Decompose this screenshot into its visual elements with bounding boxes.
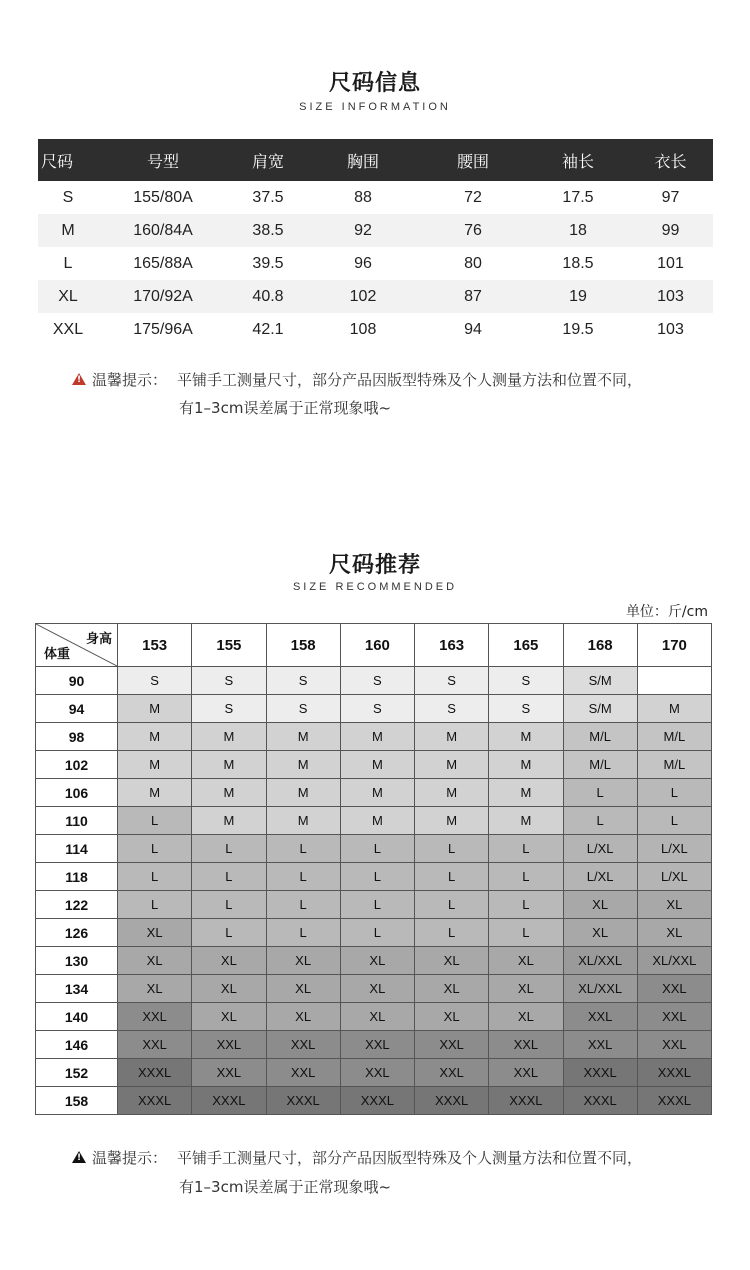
table-cell: 19 <box>528 280 628 313</box>
size-cell: M <box>415 723 489 751</box>
size-cell: M <box>118 779 192 807</box>
size-cell: XL <box>340 975 414 1003</box>
size-cell: XL <box>266 975 340 1003</box>
notice-2-line2: 有1–3cm误差属于正常现象哦~ <box>179 1178 392 1196</box>
unit-label: 单位：斤/cm <box>625 604 708 620</box>
size-cell: XXXL <box>118 1059 192 1087</box>
size-info-header-row <box>38 139 713 181</box>
size-info-subtitle: SIZE INFORMATION <box>299 101 451 113</box>
header-cell: 袖长 <box>528 139 628 181</box>
weight-cell: 110 <box>36 807 118 835</box>
warning-icon: ! <box>72 1151 86 1163</box>
size-cell: XL <box>266 947 340 975</box>
table-cell: 94 <box>418 313 528 346</box>
table-row <box>36 779 712 807</box>
size-cell: L <box>266 863 340 891</box>
size-cell: M <box>489 723 563 751</box>
size-cell: XXL <box>415 1059 489 1087</box>
weight-cell: 122 <box>36 891 118 919</box>
size-cell: XL <box>637 919 711 947</box>
header-cell: 胸围 <box>308 139 418 181</box>
size-cell: XXL <box>118 1031 192 1059</box>
table-row <box>36 723 712 751</box>
notice-2-label: 温馨提示： <box>92 1149 168 1167</box>
size-cell: M <box>489 751 563 779</box>
size-cell: M <box>340 779 414 807</box>
size-cell: XXL <box>489 1031 563 1059</box>
size-cell: L <box>340 863 414 891</box>
size-cell: L <box>266 835 340 863</box>
table-cell: 155/80A <box>98 181 228 214</box>
table-row <box>38 247 713 280</box>
size-cell: XXL <box>266 1031 340 1059</box>
table-cell: 42.1 <box>228 313 308 346</box>
height-header-cell: 170 <box>637 624 711 667</box>
table-cell: 170/92A <box>98 280 228 313</box>
height-header-cell: 163 <box>415 624 489 667</box>
size-cell: M/L <box>563 751 637 779</box>
header-cell: 衣长 <box>628 139 713 181</box>
header-cell: 号型 <box>98 139 228 181</box>
size-cell: L <box>192 863 266 891</box>
size-cell: M <box>266 723 340 751</box>
size-rec-subtitle: SIZE RECOMMENDED <box>292 581 458 593</box>
table-cell: 19.5 <box>528 313 628 346</box>
size-cell: XXL <box>192 1031 266 1059</box>
size-cell: XXXL <box>563 1059 637 1087</box>
table-row <box>36 1087 712 1115</box>
weight-cell: 106 <box>36 779 118 807</box>
size-info-title: 尺码信息 <box>328 71 421 96</box>
table-row <box>36 919 712 947</box>
size-cell: L <box>266 891 340 919</box>
size-cell: XL/XXL <box>563 947 637 975</box>
size-cell: M <box>489 779 563 807</box>
size-cell: XL <box>563 919 637 947</box>
size-cell: L/XL <box>637 835 711 863</box>
table-row <box>36 975 712 1003</box>
table-row <box>36 695 712 723</box>
table-cell: 18 <box>528 214 628 247</box>
weight-cell: 90 <box>36 667 118 695</box>
size-cell: XL <box>118 919 192 947</box>
size-cell: L <box>563 807 637 835</box>
size-cell: M <box>266 807 340 835</box>
size-cell: XXXL <box>340 1087 414 1115</box>
weight-cell: 126 <box>36 919 118 947</box>
table-row <box>36 667 712 695</box>
size-cell: M <box>192 807 266 835</box>
size-cell: M <box>118 751 192 779</box>
size-cell <box>637 667 711 695</box>
size-rec-table <box>35 623 712 1115</box>
weight-cell: 146 <box>36 1031 118 1059</box>
size-cell: S <box>415 695 489 723</box>
size-cell: L <box>489 919 563 947</box>
size-cell: L/XL <box>563 863 637 891</box>
weight-cell: 98 <box>36 723 118 751</box>
size-cell: XXL <box>637 1031 711 1059</box>
weight-cell: 134 <box>36 975 118 1003</box>
size-cell: XXXL <box>489 1087 563 1115</box>
size-cell: M <box>192 723 266 751</box>
table-cell: 103 <box>628 280 713 313</box>
height-header-cell: 168 <box>563 624 637 667</box>
size-cell: L <box>118 863 192 891</box>
size-cell: M <box>637 695 711 723</box>
size-cell: XXL <box>340 1059 414 1087</box>
table-row <box>38 214 713 247</box>
notice-2-line1: 平铺手工测量尺寸，部分产品因版型特殊及个人测量方法和位置不同， <box>177 1149 643 1167</box>
table-cell: 96 <box>308 247 418 280</box>
table-row <box>36 807 712 835</box>
size-cell: L <box>563 779 637 807</box>
size-cell: XXL <box>637 975 711 1003</box>
header-cell: 腰围 <box>418 139 528 181</box>
table-row <box>38 313 713 346</box>
table-cell: XXL <box>38 313 98 346</box>
table-row <box>36 751 712 779</box>
corner-cell <box>36 624 118 667</box>
size-cell: M <box>192 779 266 807</box>
size-cell: XXL <box>340 1031 414 1059</box>
table-cell: 18.5 <box>528 247 628 280</box>
table-cell: 102 <box>308 280 418 313</box>
size-cell: XL <box>415 947 489 975</box>
size-cell: L <box>415 863 489 891</box>
table-cell: 17.5 <box>528 181 628 214</box>
table-cell: 103 <box>628 313 713 346</box>
table-cell: 80 <box>418 247 528 280</box>
height-header-cell: 155 <box>192 624 266 667</box>
table-cell: 108 <box>308 313 418 346</box>
weight-cell: 158 <box>36 1087 118 1115</box>
size-cell: L <box>192 891 266 919</box>
table-cell: 40.8 <box>228 280 308 313</box>
notice-2 <box>72 1147 642 1168</box>
table-cell: 88 <box>308 181 418 214</box>
size-cell: XXXL <box>563 1087 637 1115</box>
size-cell: M <box>489 807 563 835</box>
size-cell: L <box>415 891 489 919</box>
height-header-cell: 165 <box>489 624 563 667</box>
size-cell: S <box>192 695 266 723</box>
size-cell: XXXL <box>118 1087 192 1115</box>
table-row <box>36 1003 712 1031</box>
table-cell: 97 <box>628 181 713 214</box>
size-cell: S <box>415 667 489 695</box>
table-cell: 92 <box>308 214 418 247</box>
table-row <box>38 280 713 313</box>
size-cell: XL <box>415 1003 489 1031</box>
size-cell: L <box>340 835 414 863</box>
table-cell: 175/96A <box>98 313 228 346</box>
size-cell: S <box>266 695 340 723</box>
size-cell: L <box>340 891 414 919</box>
table-cell: 99 <box>628 214 713 247</box>
table-cell: 37.5 <box>228 181 308 214</box>
weight-cell: 140 <box>36 1003 118 1031</box>
size-cell: L <box>192 835 266 863</box>
header-cell: 尺码 <box>38 139 98 181</box>
size-cell: XL <box>340 947 414 975</box>
table-cell: 160/84A <box>98 214 228 247</box>
size-cell: S <box>489 695 563 723</box>
size-cell: L <box>118 835 192 863</box>
corner-weight-label: 体重 <box>44 646 71 661</box>
notice-1 <box>72 369 642 390</box>
size-cell: L <box>489 835 563 863</box>
size-cell: XXL <box>637 1003 711 1031</box>
size-cell: L/XL <box>563 835 637 863</box>
height-header-row <box>36 624 712 667</box>
table-cell: 87 <box>418 280 528 313</box>
size-cell: XXL <box>489 1059 563 1087</box>
table-cell: 39.5 <box>228 247 308 280</box>
table-cell: 38.5 <box>228 214 308 247</box>
notice-1-line2: 有1–3cm误差属于正常现象哦~ <box>179 399 392 417</box>
weight-cell: 130 <box>36 947 118 975</box>
size-cell: XXXL <box>415 1087 489 1115</box>
size-cell: XL <box>489 975 563 1003</box>
size-cell: L <box>415 919 489 947</box>
size-cell: XXL <box>118 1003 192 1031</box>
weight-cell: 102 <box>36 751 118 779</box>
table-row <box>36 1031 712 1059</box>
table-cell: 165/88A <box>98 247 228 280</box>
size-cell: XL/XXL <box>637 947 711 975</box>
size-rec-title: 尺码推荐 <box>328 553 421 578</box>
size-cell: XL/XXL <box>563 975 637 1003</box>
size-cell: XXL <box>563 1003 637 1031</box>
size-cell: XXL <box>563 1031 637 1059</box>
size-cell: S <box>489 667 563 695</box>
notice-1-line1: 平铺手工测量尺寸，部分产品因版型特殊及个人测量方法和位置不同， <box>177 371 643 389</box>
size-info-table <box>38 139 713 346</box>
size-cell: S/M <box>563 695 637 723</box>
size-cell: S <box>118 667 192 695</box>
height-header-cell: 158 <box>266 624 340 667</box>
size-cell: XL <box>266 1003 340 1031</box>
size-cell: L <box>489 863 563 891</box>
height-header-cell: 160 <box>340 624 414 667</box>
table-cell: 76 <box>418 214 528 247</box>
size-cell: XL <box>415 975 489 1003</box>
table-row <box>38 181 713 214</box>
size-cell: M <box>415 807 489 835</box>
size-cell: L <box>637 779 711 807</box>
table-cell: M <box>38 214 98 247</box>
table-row <box>36 1059 712 1087</box>
size-cell: S <box>266 667 340 695</box>
size-cell: L/XL <box>637 863 711 891</box>
size-cell: M <box>192 751 266 779</box>
size-cell: M <box>415 751 489 779</box>
size-cell: M <box>340 723 414 751</box>
table-cell: L <box>38 247 98 280</box>
size-cell: S/M <box>563 667 637 695</box>
size-cell: XL <box>192 975 266 1003</box>
table-row <box>36 835 712 863</box>
size-cell: XL <box>563 891 637 919</box>
size-cell: XXL <box>415 1031 489 1059</box>
size-cell: XL <box>489 947 563 975</box>
size-cell: S <box>192 667 266 695</box>
size-cell: L <box>637 807 711 835</box>
size-cell: XL <box>118 947 192 975</box>
size-cell: L <box>192 919 266 947</box>
size-cell: XXL <box>266 1059 340 1087</box>
size-cell: M <box>118 723 192 751</box>
size-cell: M <box>415 779 489 807</box>
table-row <box>36 891 712 919</box>
header-cell: 肩宽 <box>228 139 308 181</box>
size-cell: M <box>266 779 340 807</box>
weight-cell: 94 <box>36 695 118 723</box>
notice-1-label: 温馨提示： <box>92 371 168 389</box>
size-cell: XL <box>118 975 192 1003</box>
size-cell: M/L <box>637 751 711 779</box>
table-cell: XL <box>38 280 98 313</box>
size-cell: XL <box>192 1003 266 1031</box>
size-cell: XXL <box>192 1059 266 1087</box>
size-cell: XL <box>489 1003 563 1031</box>
table-cell: 72 <box>418 181 528 214</box>
size-cell: M <box>118 695 192 723</box>
size-cell: L <box>415 835 489 863</box>
table-cell: S <box>38 181 98 214</box>
size-cell: XXXL <box>637 1087 711 1115</box>
table-row <box>36 863 712 891</box>
size-cell: S <box>340 667 414 695</box>
table-cell: 101 <box>628 247 713 280</box>
size-cell: XXXL <box>637 1059 711 1087</box>
size-cell: M <box>266 751 340 779</box>
size-cell: M <box>340 751 414 779</box>
size-cell: M/L <box>637 723 711 751</box>
size-cell: XL <box>637 891 711 919</box>
table-row <box>36 947 712 975</box>
size-cell: L <box>118 891 192 919</box>
warning-icon: ! <box>72 373 86 385</box>
size-cell: XXXL <box>266 1087 340 1115</box>
size-cell: XL <box>192 947 266 975</box>
weight-cell: 114 <box>36 835 118 863</box>
size-cell: XXXL <box>192 1087 266 1115</box>
size-cell: M <box>340 807 414 835</box>
size-cell: S <box>340 695 414 723</box>
weight-cell: 118 <box>36 863 118 891</box>
size-cell: L <box>489 891 563 919</box>
size-cell: L <box>118 807 192 835</box>
corner-height-label: 身高 <box>85 631 112 646</box>
size-cell: XL <box>340 1003 414 1031</box>
size-cell: L <box>266 919 340 947</box>
height-header-cell: 153 <box>118 624 192 667</box>
weight-cell: 152 <box>36 1059 118 1087</box>
size-cell: M/L <box>563 723 637 751</box>
size-cell: L <box>340 919 414 947</box>
